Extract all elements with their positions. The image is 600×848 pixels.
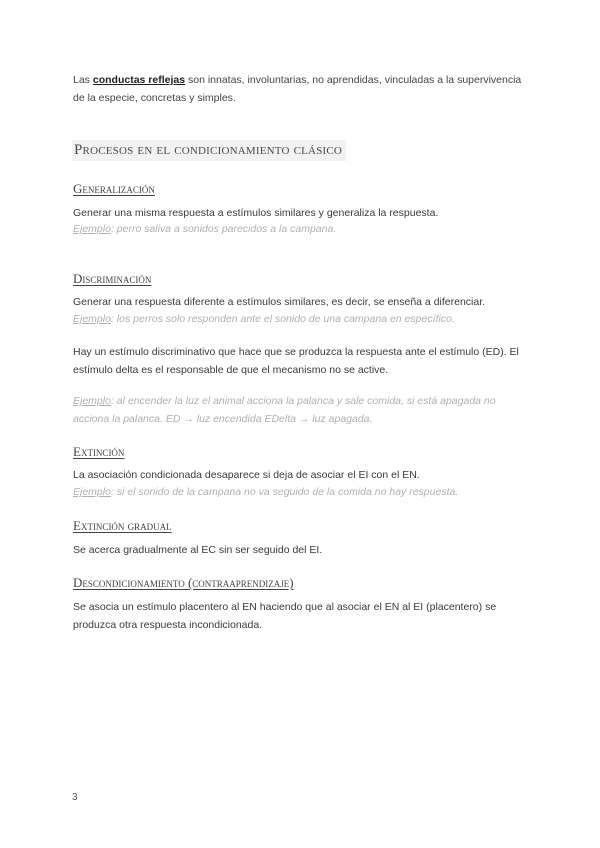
heading-generalizacion: Generalización [73, 181, 155, 196]
intro-keyword: conductas reflejas [92, 74, 186, 86]
extincion-example [73, 483, 528, 501]
intro-suffix: son innatas, involuntarias, no aprendidas, vinculadas a la supervivencia de la especie, concretas y simples. [73, 74, 522, 104]
page-number: 3 [72, 792, 78, 803]
example-text: : perro saliva a sonidos parecidos a la campana. [110, 223, 337, 235]
generalizacion-text: Generar una misma respuesta a estímulos similares y generaliza la respuesta. [73, 207, 439, 219]
example-label: Ejemplo [73, 313, 111, 325]
example-text: : al encender la luz el animal acciona la palanca y sale comida, si está apagada no acciona la palanca. ED → luz encendida EDelta → luz apagada. [73, 395, 496, 425]
heading-descondicionamiento: Descondicionamiento (contraaprendizaje) [73, 575, 294, 590]
generalizacion-example [73, 220, 528, 238]
section-title: Procesos en el condicionamiento clásico [72, 140, 346, 161]
heading-extincion: Extinción [73, 444, 125, 459]
heading-extincion-gradual: Extinción gradual [73, 518, 172, 533]
extincion-gradual-text: Se acerca gradualmente al EC sin ser seguido del EI. [73, 544, 323, 556]
example-label: Ejemplo [73, 395, 111, 407]
heading-discriminacion: Discriminación [73, 271, 152, 286]
intro-paragraph [73, 71, 528, 107]
discriminacion-example-2 [73, 392, 528, 428]
example-text: : los perros solo responden ante el sonido de una campana en específico. [110, 313, 455, 325]
discriminacion-text-2: Hay un estímulo discriminativo que hace que se produzca la respuesta ante el estímulo (ED). El estímulo delta es el responsable de que el mecanismo no se active. [73, 346, 519, 376]
example-text: : si el sonido de la campana no va seguido de la comida no hay respuesta. [110, 486, 459, 498]
example-label: Ejemplo [73, 223, 111, 235]
discriminacion-text: Generar una respuesta diferente a estímulos similares, es decir, se enseña a diferenciar. [73, 296, 486, 308]
descondicionamiento-text: Se asocia un estímulo placentero al EN haciendo que al asociar el EN al EI (placentero) se produzca otra respuesta incondicionada. [73, 601, 497, 631]
intro-prefix: Las [73, 74, 93, 86]
example-label: Ejemplo [73, 486, 111, 498]
extincion-text: La asociación condicionada desaparece si deja de asociar el EI con el EN. [73, 469, 420, 481]
discriminacion-example [73, 310, 528, 328]
